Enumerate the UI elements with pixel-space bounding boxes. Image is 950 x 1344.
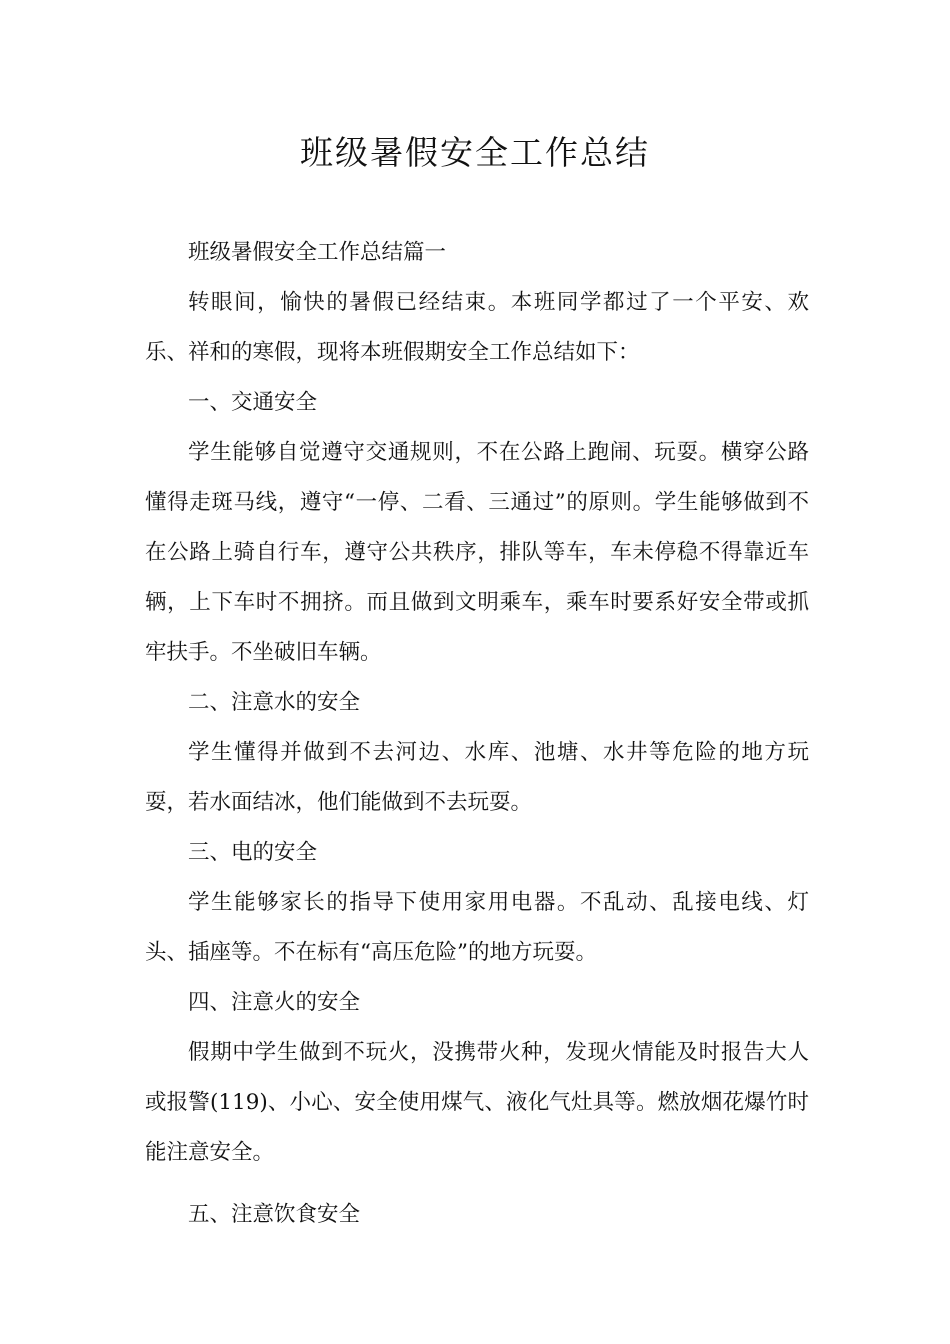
heading-water-safety: 二、注意水的安全: [188, 690, 361, 715]
paragraph-fire-safety: 假期中学生做到不玩火，没携带火种，发现火情能及时报告大人或报警(119)、小心、安全使用煤气、液化气灶具等。燃放烟花爆竹时能注意安全。: [145, 1040, 809, 1165]
heading-fire-safety: 四、注意火的安全: [188, 990, 361, 1015]
section-heading: 班级暑假安全工作总结篇一: [188, 240, 447, 265]
document-body: [145, 228, 809, 1240]
document-title: 班级暑假安全工作总结: [300, 133, 650, 172]
heading-traffic-safety: 一、交通安全: [188, 390, 318, 415]
heading-electric-safety: 三、电的安全: [188, 840, 318, 865]
heading-food-safety: 五、注意饮食安全: [188, 1202, 361, 1227]
paragraph-traffic-safety: 学生能够自觉遵守交通规则，不在公路上跑闹、玩耍。横穿公路懂得走斑马线，遵守“一停、二看、三通过”的原则。学生能够做到不在公路上骑自行车，遵守公共秩序，排队等车，车未停稳不得靠近车辆，上下车时不拥挤。而且做到文明乘车，乘车时要系好安全带或抓牢扶手。不坐破旧车辆。: [145, 440, 809, 665]
intro-paragraph: 转眼间，愉快的暑假已经结束。本班同学都过了一个平安、欢乐、祥和的寒假，现将本班假期安全工作总结如下：: [145, 290, 809, 365]
paragraph-electric-safety: 学生能够家长的指导下使用家用电器。不乱动、乱接电线、灯头、插座等。不在标有“高压危险”的地方玩耍。: [145, 890, 809, 965]
paragraph-water-safety: 学生懂得并做到不去河边、水库、池塘、水井等危险的地方玩耍，若水面结冰，他们能做到不去玩耍。: [145, 740, 809, 815]
